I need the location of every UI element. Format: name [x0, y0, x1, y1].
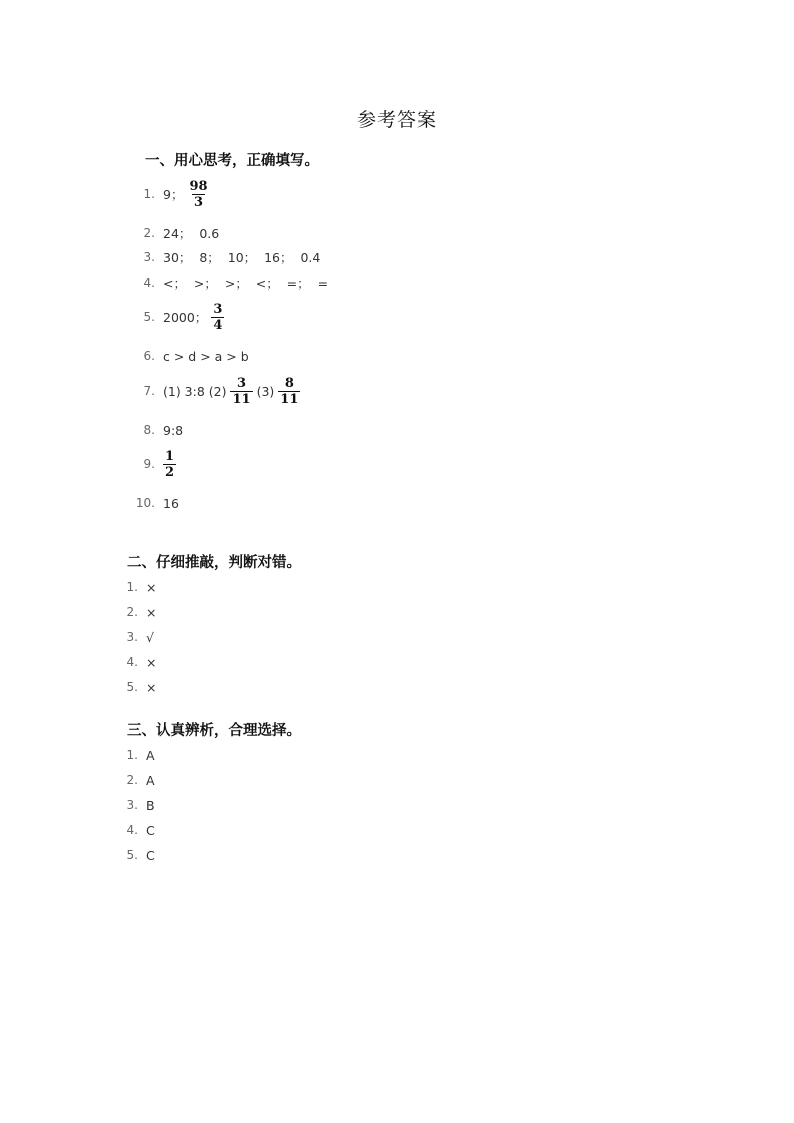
answer-text: (1) 3:8 (2)	[163, 383, 227, 399]
answer-1-4	[143, 273, 329, 293]
answer-text: 9；	[163, 187, 184, 202]
item-number: 5.	[143, 310, 155, 324]
item-number: 2.	[126, 773, 138, 787]
page-title: 参考答案	[356, 109, 437, 131]
answer-1-9	[143, 448, 180, 480]
fraction-numerator: 3	[213, 301, 223, 317]
answer-text: 24； 0.6	[163, 226, 220, 241]
fraction-numerator: 98	[189, 178, 208, 194]
item-number: 1.	[143, 187, 155, 201]
item-number: 4.	[143, 276, 155, 290]
section-heading-fill-in: 一、用心思考，正确填写。	[145, 153, 319, 169]
fraction	[230, 376, 252, 407]
item-number: 5.	[126, 680, 138, 694]
fraction-denominator: 2	[165, 464, 175, 480]
item-number: 4.	[126, 823, 138, 837]
item-number: 7.	[143, 384, 155, 398]
section-heading-multiple-choice: 三、认真辨析，合理选择。	[127, 723, 301, 739]
answer-1-10	[135, 493, 179, 513]
answer-2-2	[126, 602, 157, 622]
fraction-numerator: 3	[237, 375, 247, 391]
answer-text: 16	[163, 495, 179, 511]
item-number: 2.	[143, 226, 155, 240]
fraction	[163, 449, 176, 480]
answer-3-5	[126, 845, 155, 865]
item-number: 2.	[126, 605, 138, 619]
answer-text: √	[146, 629, 154, 645]
item-number: 3.	[143, 250, 155, 264]
answer-text: A	[146, 747, 155, 763]
answer-text: ×	[146, 679, 157, 695]
fraction-denominator: 11	[280, 391, 299, 407]
answer-2-1	[126, 577, 157, 597]
fraction-numerator: 8	[284, 375, 294, 391]
answer-text: C	[146, 822, 155, 838]
answer-text: ×	[146, 579, 157, 595]
item-number: 10.	[135, 496, 155, 510]
answer-1-7	[143, 375, 304, 407]
answer-text: C	[146, 847, 155, 863]
fraction-numerator: 1	[165, 448, 175, 464]
item-number: 4.	[126, 655, 138, 669]
answer-3-2	[126, 770, 155, 790]
item-number: 6.	[143, 349, 155, 363]
fraction-denominator: 11	[232, 391, 251, 407]
item-number: 9.	[143, 457, 155, 471]
answer-text: ×	[146, 654, 157, 670]
item-number: 3.	[126, 798, 138, 812]
answer-1-1	[143, 178, 214, 210]
answer-2-3	[126, 627, 154, 647]
fraction-denominator: 4	[213, 317, 223, 333]
answer-text: ×	[146, 604, 157, 620]
answer-1-8	[143, 420, 184, 440]
answer-2-4	[126, 652, 157, 672]
item-number: 1.	[126, 748, 138, 762]
answer-text: c > d > a > b	[163, 348, 249, 364]
answer-text: (3)	[256, 383, 275, 399]
fraction	[211, 302, 224, 333]
answer-3-3	[126, 795, 155, 815]
item-number: 3.	[126, 630, 138, 644]
answer-text: 2000；	[163, 310, 208, 325]
answer-3-4	[126, 820, 155, 840]
answer-text: B	[146, 797, 155, 813]
answer-1-6	[143, 346, 249, 366]
item-number: 5.	[126, 848, 138, 862]
fraction-denominator: 3	[193, 194, 204, 210]
answer-1-2	[143, 223, 220, 243]
item-number: 1.	[126, 580, 138, 594]
answer-text: A	[146, 772, 155, 788]
section-heading-true-false: 二、仔细推敲，判断对错。	[127, 555, 301, 571]
fraction	[187, 179, 209, 210]
answer-3-1	[126, 745, 155, 765]
answer-1-3	[143, 247, 321, 267]
answer-1-5	[143, 301, 228, 333]
answer-text: <； >； >； <； =； =	[163, 276, 329, 291]
item-number: 8.	[143, 423, 155, 437]
answer-text: 30； 8； 10； 16； 0.4	[163, 250, 321, 265]
answer-2-5	[126, 677, 157, 697]
fraction	[278, 376, 300, 407]
answer-text: 9:8	[163, 422, 184, 438]
